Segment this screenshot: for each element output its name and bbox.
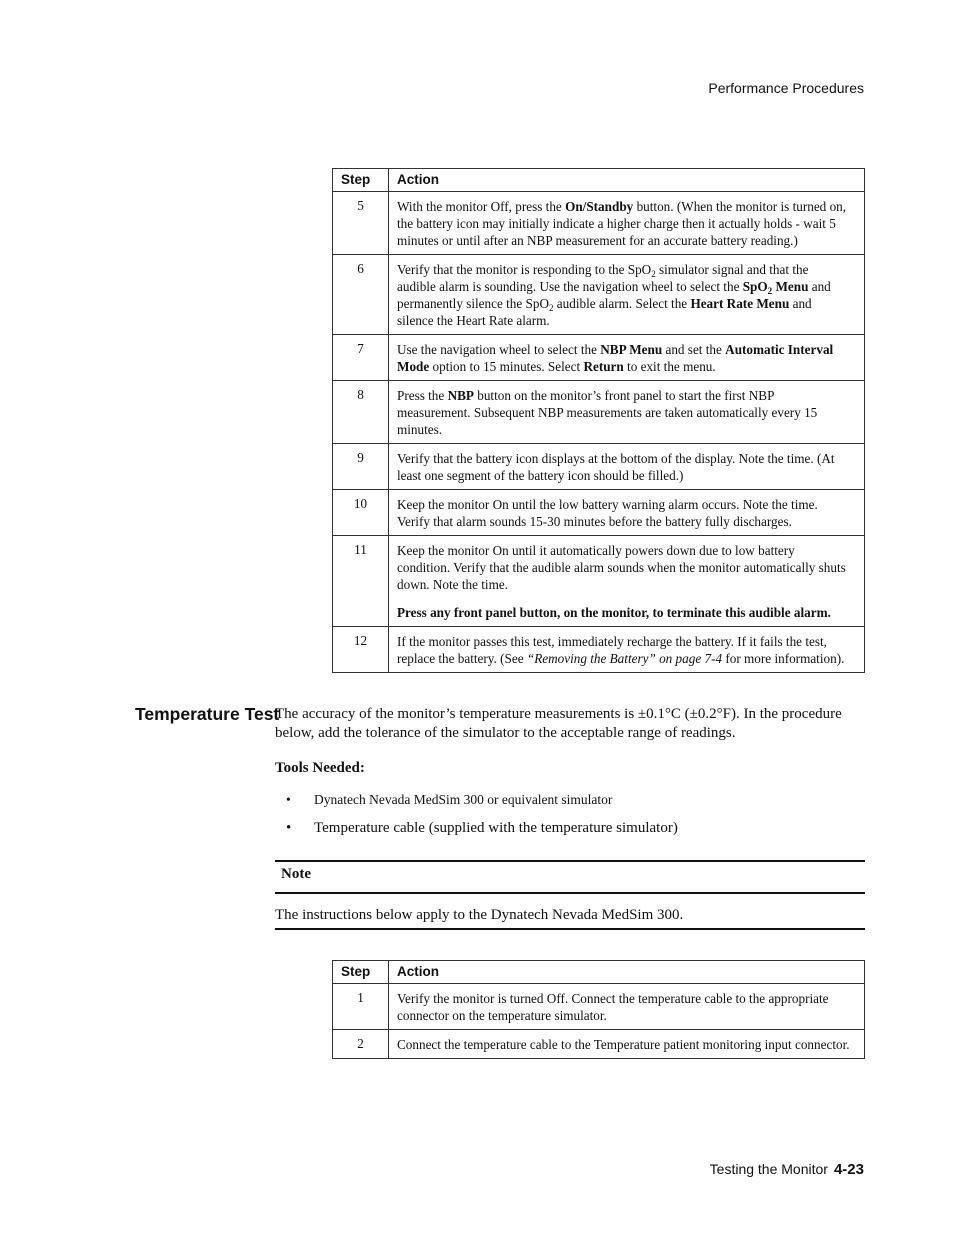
page-number: 4-23 <box>833 1161 864 1178</box>
step-action <box>389 536 865 627</box>
tools-heading: Tools Needed: <box>275 760 365 776</box>
step-action-text: Press the NBP button on the monitor’s front panel to start the first NBP measurement. Subsequent NBP measurements are taken automatically every 15 minutes. <box>397 388 818 437</box>
table-row <box>333 444 865 490</box>
note-label: Note <box>281 866 311 882</box>
list-item <box>286 820 678 837</box>
step-warning: Press any front panel button, on the monitor, to terminate this audible alarm. <box>397 605 831 620</box>
bullet-marker: • <box>286 820 292 836</box>
action-column-header: Action <box>389 961 865 984</box>
step-number: 11 <box>333 536 389 627</box>
step-action-text: Keep the monitor On until it automatically powers down due to low battery condition. Verify that the audible alarm sounds when the monitor automatically shuts down. Note the time. <box>397 543 846 592</box>
step-number: 7 <box>333 335 389 381</box>
step-action-text: If the monitor passes this test, immediately recharge the battery. If it fails the test, replace the battery. (See “Removing the Battery” on page 7-4 for more information). <box>397 634 845 666</box>
step-action <box>389 335 865 381</box>
table-body <box>333 984 865 1059</box>
table-row <box>333 381 865 444</box>
step-number: 1 <box>333 984 389 1030</box>
step-number: 2 <box>333 1030 389 1059</box>
action-column-header: Action <box>389 169 865 192</box>
step-action <box>389 255 865 335</box>
step-action-text: Connect the temperature cable to the Temperature patient monitoring input connector. <box>397 1037 850 1052</box>
step-column-header: Step <box>333 169 389 192</box>
section-title-text: Temperature Test <box>135 704 280 724</box>
table-row <box>333 490 865 536</box>
table-row <box>333 335 865 381</box>
table-row <box>333 536 865 627</box>
tool-item-text: Temperature cable (supplied with the temperature simulator) <box>314 820 678 836</box>
section-title <box>135 705 279 724</box>
step-number: 5 <box>333 192 389 255</box>
intro-paragraph: The accuracy of the monitor’s temperature measurements is ±0.1°C (±0.2°F). In the procedure below, add the tolerance of the simulator to the acceptable range of readings. <box>275 706 842 741</box>
step-number: 9 <box>333 444 389 490</box>
step-action-text: Use the navigation wheel to select the NBP Menu and set the Automatic Interval Mode option to 15 minutes. Select Return to exit the menu. <box>397 342 834 374</box>
table-body <box>333 192 865 673</box>
table-row <box>333 255 865 335</box>
procedure-table-temperature <box>332 960 865 1059</box>
running-footer <box>710 1161 864 1178</box>
step-action-text: Verify the monitor is turned Off. Connect the temperature cable to the appropriate connector on the temperature simulator. <box>397 991 829 1023</box>
table-header-row <box>333 961 865 984</box>
note-box <box>275 860 865 894</box>
table-row <box>333 984 865 1030</box>
step-column-header: Step <box>333 961 389 984</box>
table-row <box>333 627 865 673</box>
table-row <box>333 192 865 255</box>
procedure-table-battery <box>332 168 865 673</box>
step-action <box>389 192 865 255</box>
step-action <box>389 490 865 536</box>
step-action <box>389 381 865 444</box>
table-row <box>333 1030 865 1059</box>
step-number: 6 <box>333 255 389 335</box>
step-action-text: Verify that the monitor is responding to the SpO$_2$ simulator signal and that the audible alarm is sounding. Use the navigation wheel to select the SpO$_2$ Menu and permanently silence the SpO$_2$ audible alarm. Select the Heart Rate Menu and silence the Heart Rate alarm. <box>397 262 831 328</box>
step-action <box>389 627 865 673</box>
step-action <box>389 1030 865 1059</box>
section-intro <box>275 705 865 743</box>
step-number: 10 <box>333 490 389 536</box>
running-header: Performance Procedures <box>708 80 864 96</box>
footer-chapter: Testing the Monitor <box>709 1161 828 1177</box>
step-action-text: With the monitor Off, press the On/Standby button. (When the monitor is turned on, the battery icon may initially indicate a higher charge then it actually holds - wait 5 minutes or until after an NBP measurement for an accurate battery reading.) <box>397 199 847 248</box>
step-action-text: Keep the monitor On until the low battery warning alarm occurs. Note the time. Verify that alarm sounds 15-30 minutes before the battery fully discharges. <box>397 497 818 529</box>
step-action-text: Verify that the battery icon displays at the bottom of the display. Note the time. (At least one segment of the battery icon should be filled.) <box>397 451 835 483</box>
step-action <box>389 984 865 1030</box>
bullet-marker: • <box>286 792 291 807</box>
tool-item-text: Dynatech Nevada MedSim 300 or equivalent simulator <box>314 792 613 807</box>
list-item <box>286 792 612 808</box>
note-text: The instructions below apply to the Dynatech Nevada MedSim 300. <box>275 907 865 930</box>
step-number: 8 <box>333 381 389 444</box>
step-number: 12 <box>333 627 389 673</box>
step-action <box>389 444 865 490</box>
table-header-row <box>333 169 865 192</box>
